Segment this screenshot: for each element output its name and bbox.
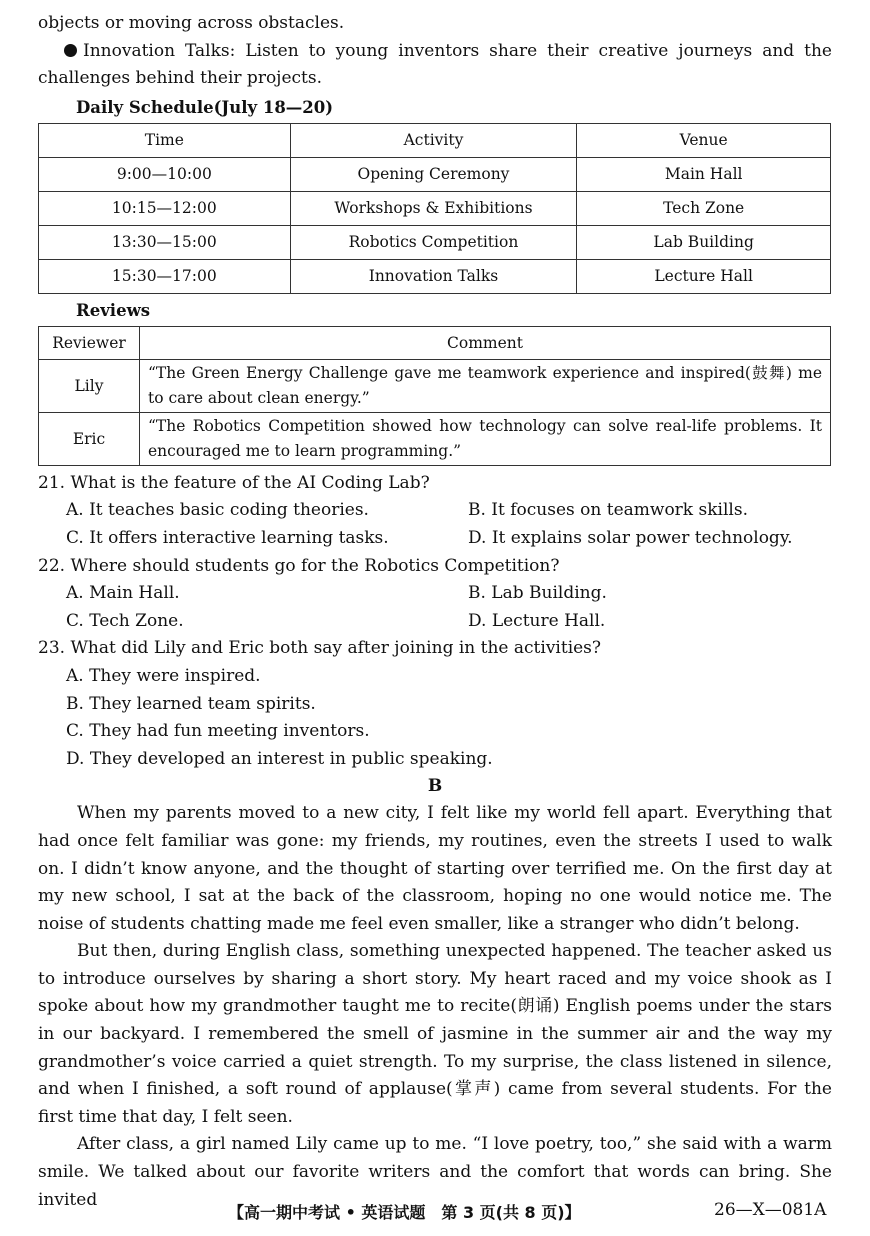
option-c[interactable]: C. They had fun meeting inventors. xyxy=(66,721,370,742)
questions xyxy=(38,470,832,774)
table-row xyxy=(39,259,831,293)
option-a[interactable]: A. They were inspired. xyxy=(66,665,261,686)
schedule-venue: Lecture Hall xyxy=(577,259,831,293)
schedule-venue: Tech Zone xyxy=(577,191,831,225)
schedule-time: 15:30—17:00 xyxy=(39,259,291,293)
passage-paragraph: But then, during English class, something unexpected happened. The teacher asked us to introduce ourselves by sharing a short story. My heart raced and my voice shook as I spoke about how my grandmother taught me to recite(朗诵) English poems under the stars in our backyard. I remembered the smell of jasmine in the summer air and the way my grandmother’s voice carried a quiet strength. To my surprise, the class listened in silence, and when I finished, a soft round of applause(掌声) came from several students. For the first time that day, I felt seen. xyxy=(38,941,832,1127)
schedule-time: 9:00—10:00 xyxy=(39,157,291,191)
option-row xyxy=(66,691,832,719)
footer-title: 【高一期中考试 • 英语试题 第 3 页(共 8 页)】 xyxy=(228,1203,581,1222)
schedule-activity: Workshops & Exhibitions xyxy=(290,191,577,225)
option-c[interactable]: C. Tech Zone. xyxy=(66,610,184,631)
schedule-time: 10:15—12:00 xyxy=(39,191,291,225)
footer-code: 26—X—081A xyxy=(714,1200,827,1220)
option-row xyxy=(66,718,832,746)
option-row xyxy=(66,525,832,553)
passage-paragraph: When my parents moved to a new city, I felt like my world fell apart. Everything that had once felt familiar was gone: my friends, my routines, even the streets I used to walk on. I didn’t know anyone, and the thought of starting over terrified me. On the first day at my new school, I sat at the back of the classroom, hoping no one would notice me. The noise of students chatting made me feel even smaller, like a stranger who didn’t belong. xyxy=(38,803,832,934)
bullet-title: Innovation Talks: xyxy=(83,40,236,61)
schedule-header-cell: Venue xyxy=(577,123,831,157)
table-row xyxy=(39,225,831,259)
bullet-text: Listen to young inventors share their creative journeys and the challenges behind their projects. xyxy=(38,40,832,89)
option-d[interactable]: D. It explains solar power technology. xyxy=(468,527,793,548)
option-row xyxy=(66,608,832,636)
option-a[interactable]: A. Main Hall. xyxy=(66,583,180,604)
schedule-venue: Lab Building xyxy=(577,225,831,259)
reviews-heading: Reviews xyxy=(76,300,151,320)
reviews-header-row xyxy=(39,326,831,359)
option-b[interactable]: B. They learned team spirits. xyxy=(66,693,316,714)
intro-continuation: objects or moving across obstacles. xyxy=(38,13,345,33)
schedule-activity: Innovation Talks xyxy=(290,259,577,293)
schedule-table xyxy=(38,123,831,294)
review-comment: “The Robotics Competition showed how technology can solve real-life problems. It encouraged me to learn programming.” xyxy=(140,412,831,465)
table-row xyxy=(39,157,831,191)
schedule-activity: Robotics Competition xyxy=(290,225,577,259)
option-b[interactable]: B. Lab Building. xyxy=(468,583,607,604)
table-row xyxy=(39,412,831,465)
question-stem: 21. What is the feature of the AI Coding Lab? xyxy=(38,472,430,493)
reviewer-name: Eric xyxy=(39,412,140,465)
option-row xyxy=(66,580,832,608)
table-row xyxy=(39,191,831,225)
question-stem: 22. Where should students go for the Robotics Competition? xyxy=(38,555,560,576)
reviews-table xyxy=(38,326,831,466)
option-a[interactable]: A. It teaches basic coding theories. xyxy=(66,500,369,521)
section-b-label: B xyxy=(427,776,443,797)
schedule-header-row xyxy=(39,123,831,157)
schedule-venue: Main Hall xyxy=(577,157,831,191)
review-comment: “The Green Energy Challenge gave me teamwork experience and inspired(鼓舞) me to care about clean energy.” xyxy=(140,359,831,412)
schedule-time: 13:30—15:00 xyxy=(39,225,291,259)
option-row xyxy=(66,663,832,691)
option-row xyxy=(66,746,832,774)
table-row xyxy=(39,359,831,412)
schedule-activity: Opening Ceremony xyxy=(290,157,577,191)
reviewer-name: Lily xyxy=(39,359,140,412)
schedule-header-cell: Activity xyxy=(290,123,577,157)
option-row xyxy=(66,497,832,525)
question-stem: 23. What did Lily and Eric both say after joining in the activities? xyxy=(38,638,602,659)
exam-page xyxy=(38,10,832,1214)
innovation-talks-bullet xyxy=(38,38,832,93)
option-b[interactable]: B. It focuses on teamwork skills. xyxy=(468,500,748,521)
reviews-header-cell: Comment xyxy=(140,326,831,359)
option-d[interactable]: D. Lecture Hall. xyxy=(468,610,606,631)
schedule-header-cell: Time xyxy=(39,123,291,157)
reviews-header-cell: Reviewer xyxy=(39,326,140,359)
schedule-heading: Daily Schedule(July 18—20) xyxy=(76,97,334,117)
bullet-icon xyxy=(64,44,77,57)
passage-paragraph: After class, a girl named Lily came up to me. “I love poetry, too,” she said with a warm smile. We talked about our favorite writers and the comfort that words can bring. She invited xyxy=(38,1134,832,1210)
option-d[interactable]: D. They developed an interest in public speaking. xyxy=(66,748,493,769)
option-c[interactable]: C. It offers interactive learning tasks. xyxy=(66,527,389,548)
